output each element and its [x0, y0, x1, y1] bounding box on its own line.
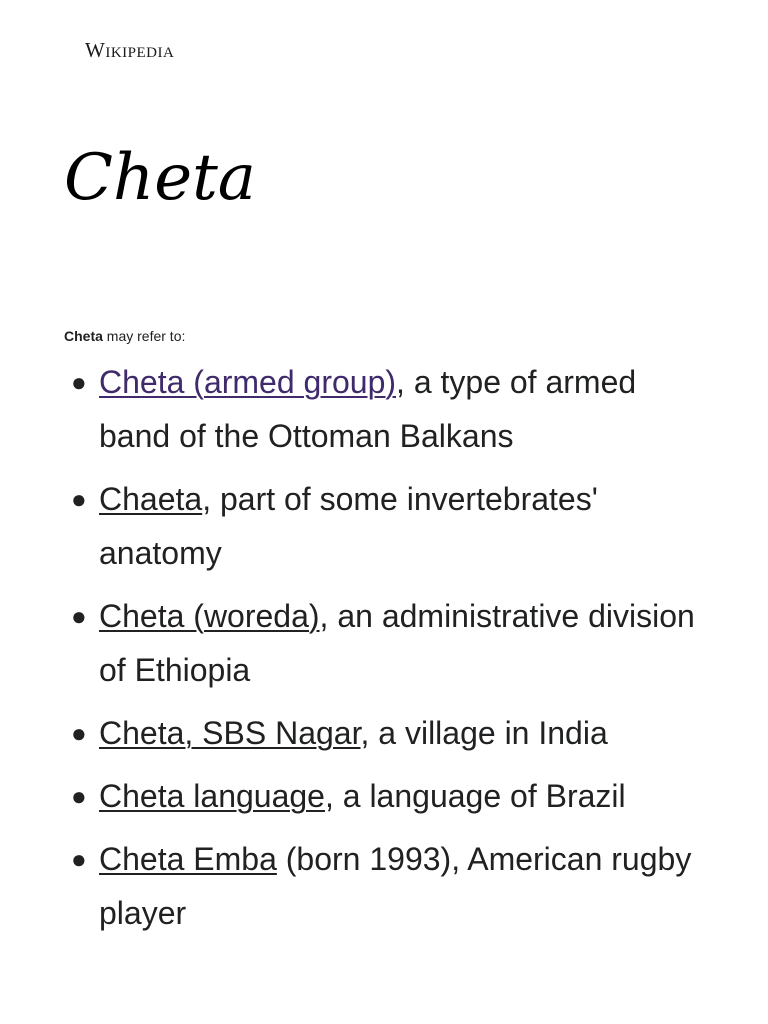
bullet-icon: ●	[71, 367, 87, 397]
disambiguation-list	[71, 355, 699, 949]
bullet-icon: ●	[71, 484, 87, 514]
entry-link-chaeta[interactable]: Chaeta	[99, 481, 203, 517]
intro-text	[64, 327, 185, 345]
entry-link-cheta-emba[interactable]: Cheta Emba	[99, 841, 277, 877]
intro-bold-term: Cheta	[64, 328, 103, 344]
entry-description: , an administrative division of Ethiopia	[99, 598, 695, 688]
list-item	[71, 589, 699, 697]
list-item	[71, 472, 699, 580]
entry-description: (born 1993), American rugby player	[99, 841, 692, 931]
entry-description: , a language of Brazil	[324, 778, 626, 814]
entry-link-cheta-woreda[interactable]: Cheta (woreda)	[99, 598, 320, 634]
list-item	[71, 769, 699, 823]
entry-description: , part of some invertebrates' anatomy	[99, 481, 598, 571]
intro-rest: may refer to:	[102, 328, 186, 344]
list-item	[71, 832, 699, 940]
list-item	[71, 706, 699, 760]
entry-link-cheta-armed-group[interactable]: Cheta (armed group)	[99, 364, 397, 400]
entry-description: , a village in India	[360, 715, 608, 751]
entry-description: , a type of armed band of the Ottoman Balkans	[99, 364, 637, 454]
bullet-icon: ●	[71, 781, 87, 811]
page-title: Cheta	[64, 141, 256, 215]
bullet-icon: ●	[71, 718, 87, 748]
list-item	[71, 355, 699, 463]
entry-link-cheta-sbs-nagar[interactable]: Cheta, SBS Nagar	[99, 715, 361, 751]
bullet-icon: ●	[71, 844, 87, 874]
bullet-icon: ●	[71, 601, 87, 631]
entry-link-cheta-language[interactable]: Cheta language	[99, 778, 325, 814]
wikipedia-wordmark-link[interactable]: Wikipedia	[85, 38, 175, 62]
